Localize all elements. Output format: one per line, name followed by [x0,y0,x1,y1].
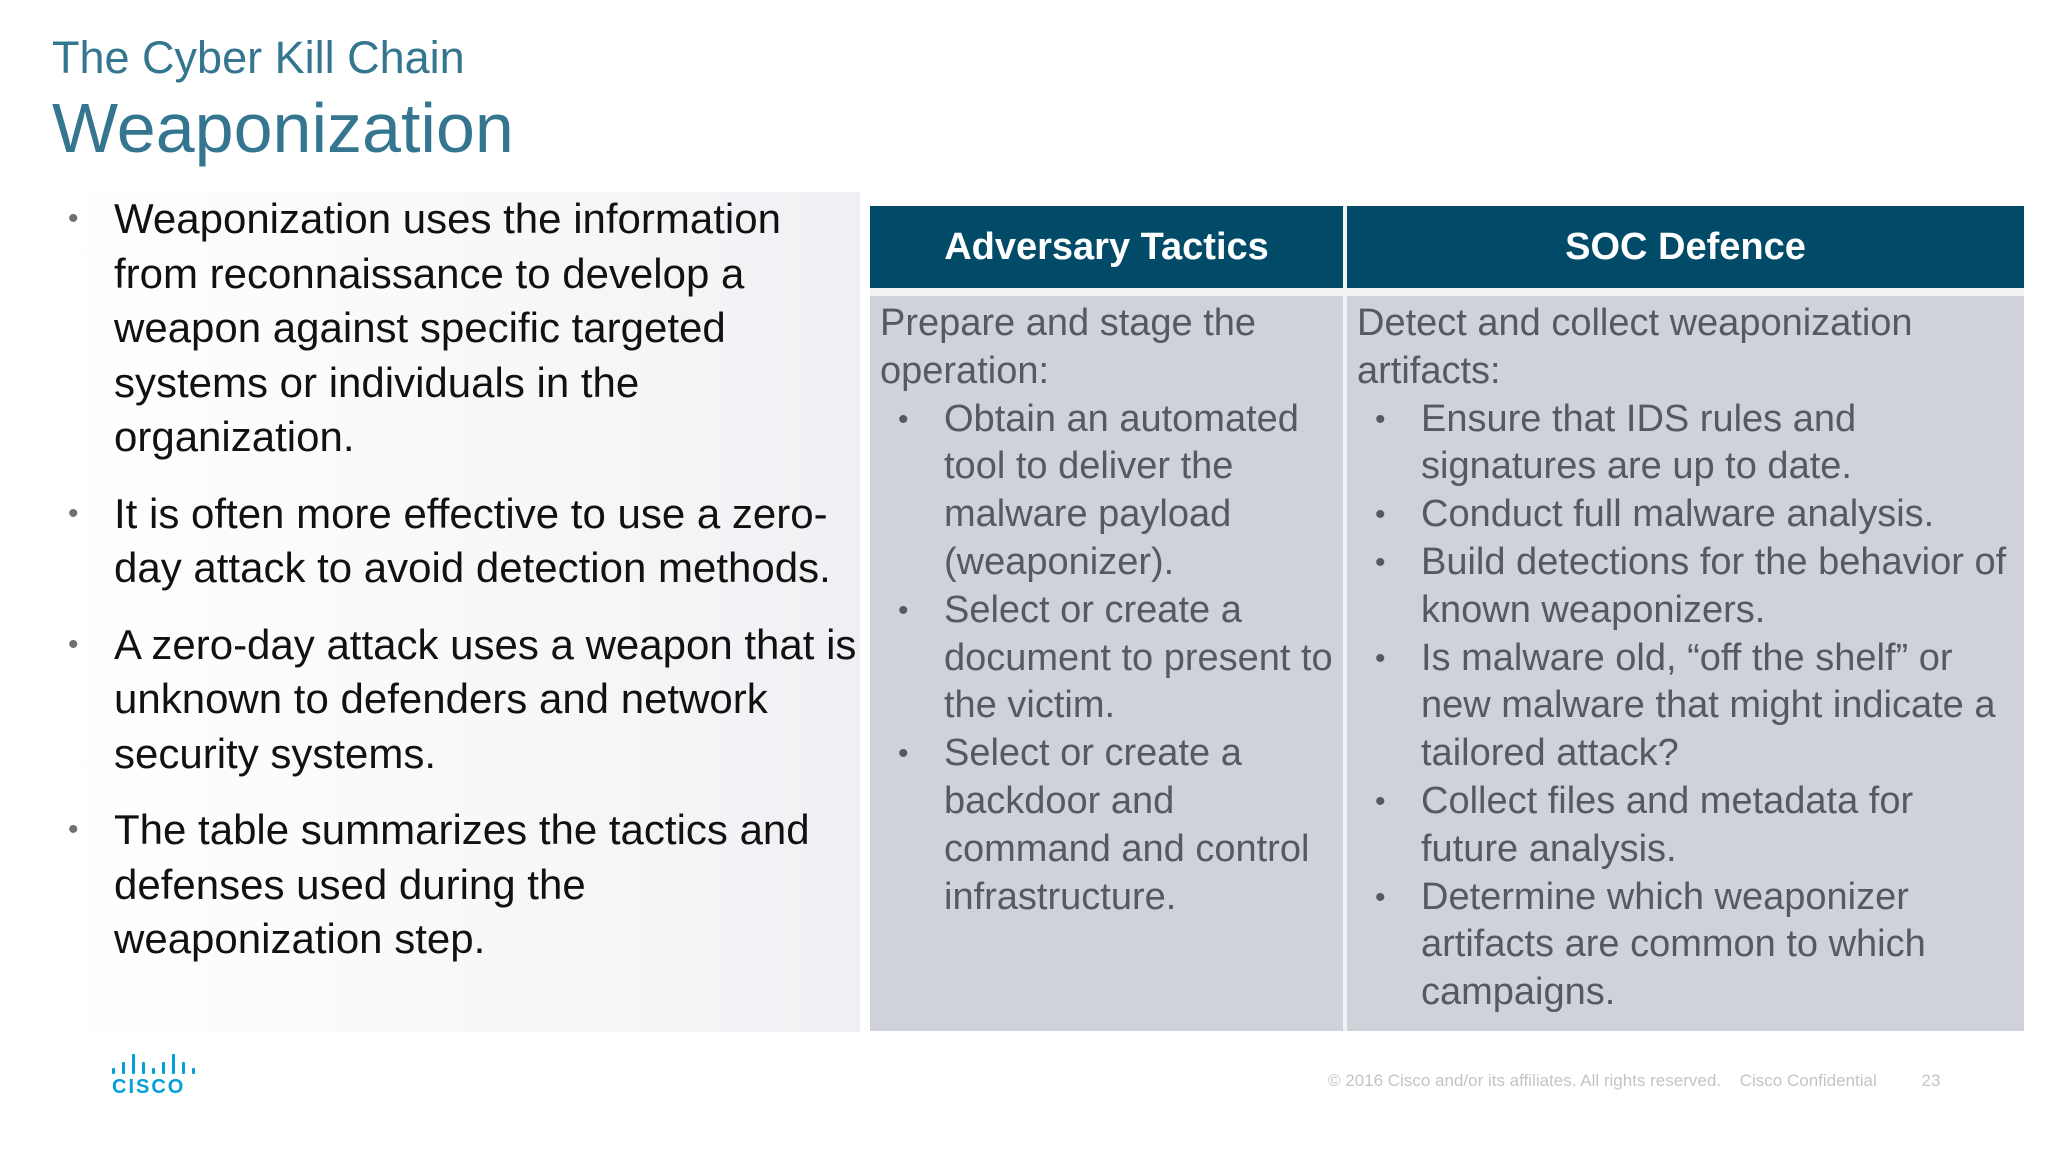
bullet-icon: • [1375,545,1386,579]
list-item [1357,396,2016,492]
bullet-icon: • [1375,498,1386,532]
bullet-icon: • [68,496,79,530]
confidential-label: Cisco Confidential [1739,1071,1877,1090]
cell-intro: Prepare and stage the operation: [880,302,1257,392]
bullet-text: Weaponization uses the information from reconnaissance to develop a weapon against specific targeted systems or individuals in the organization. [114,195,781,460]
logo-bar [192,1068,195,1074]
list-item [60,487,860,596]
list-item [60,803,860,967]
list-item [1357,491,2016,539]
cisco-logo [110,1052,194,1098]
cisco-wordmark: CISCO [112,1076,186,1098]
list-item-text: Build detections for the behavior of known weaponizers. [1421,540,2007,631]
list-item-text: Ensure that IDS rules and signatures are up to date. [1421,397,1857,488]
list-item-text: Select or create a document to present to the victim. [944,588,1333,727]
bullet-text: It is often more effective to use a zero-day attack to avoid detection methods. [114,489,831,591]
list-item [1357,778,2016,874]
list-item-text: Collect files and metadata for future analysis. [1421,779,1914,870]
list-item-text: Obtain an automated tool to deliver the malware payload (weaponizer). [944,397,1299,583]
table-header-adversary: Adversary Tactics [870,206,1343,288]
copyright-text: © 2016 Cisco and/or its affiliates. All rights reserved. [1328,1071,1722,1090]
list-item [880,587,1335,730]
list-item [60,618,860,782]
list-item-text: Select or create a backdoor and command and control infrastructure. [944,732,1310,918]
table-cell-adversary [870,296,1343,1031]
bullet-icon: • [898,737,909,771]
bullet-text: The table summarizes the tactics and defenses used during the weaponization step. [114,806,810,962]
bullet-icon: • [1375,641,1386,675]
logo-bar [182,1062,185,1074]
footer [1328,1071,1940,1091]
bullet-icon: • [68,627,79,661]
page-number: 23 [1921,1071,1941,1090]
logo-bar [142,1062,145,1074]
logo-bar [162,1062,165,1074]
cell-intro: Detect and collect weaponization artifacts: [1357,302,1913,392]
bullet-icon: • [68,813,79,846]
cell-list [880,396,1335,922]
list-item [880,396,1335,587]
logo-bar [112,1068,115,1074]
bullet-icon: • [68,202,79,235]
slide-subtitle: The Cyber Kill Chain [52,32,465,83]
bullet-icon: • [1375,784,1386,818]
list-item [1357,539,2016,635]
slide-title: Weaponization [52,89,514,167]
list-item [1357,874,2016,1017]
tactics-table [870,206,2024,1031]
logo-bar [132,1054,135,1074]
table-header-soc: SOC Defence [1347,206,2024,288]
bullet-panel [60,192,860,1032]
bullet-icon: • [1375,880,1386,914]
list-item-text: Determine which weaponizer artifacts are common to which campaigns. [1421,875,1926,1014]
list-item [1357,635,2016,778]
bullet-icon: • [1375,402,1386,436]
logo-bar [172,1054,175,1074]
cell-list [1357,396,2016,1017]
bullet-text: A zero-day attack uses a weapon that is unknown to defenders and network security systems. [114,620,857,777]
bullet-list [60,192,860,967]
list-item [60,192,860,465]
bullet-icon: • [898,593,909,627]
bullet-icon: • [898,402,909,436]
list-item-text: Is malware old, “off the shelf” or new malware that might indicate a tailored attack? [1421,636,1996,775]
cisco-bars-icon [110,1052,194,1074]
logo-bar [122,1062,125,1074]
list-item-text: Conduct full malware analysis. [1421,493,1935,536]
table-cell-soc [1347,296,2024,1031]
list-item [880,730,1335,921]
logo-bar [152,1068,155,1074]
